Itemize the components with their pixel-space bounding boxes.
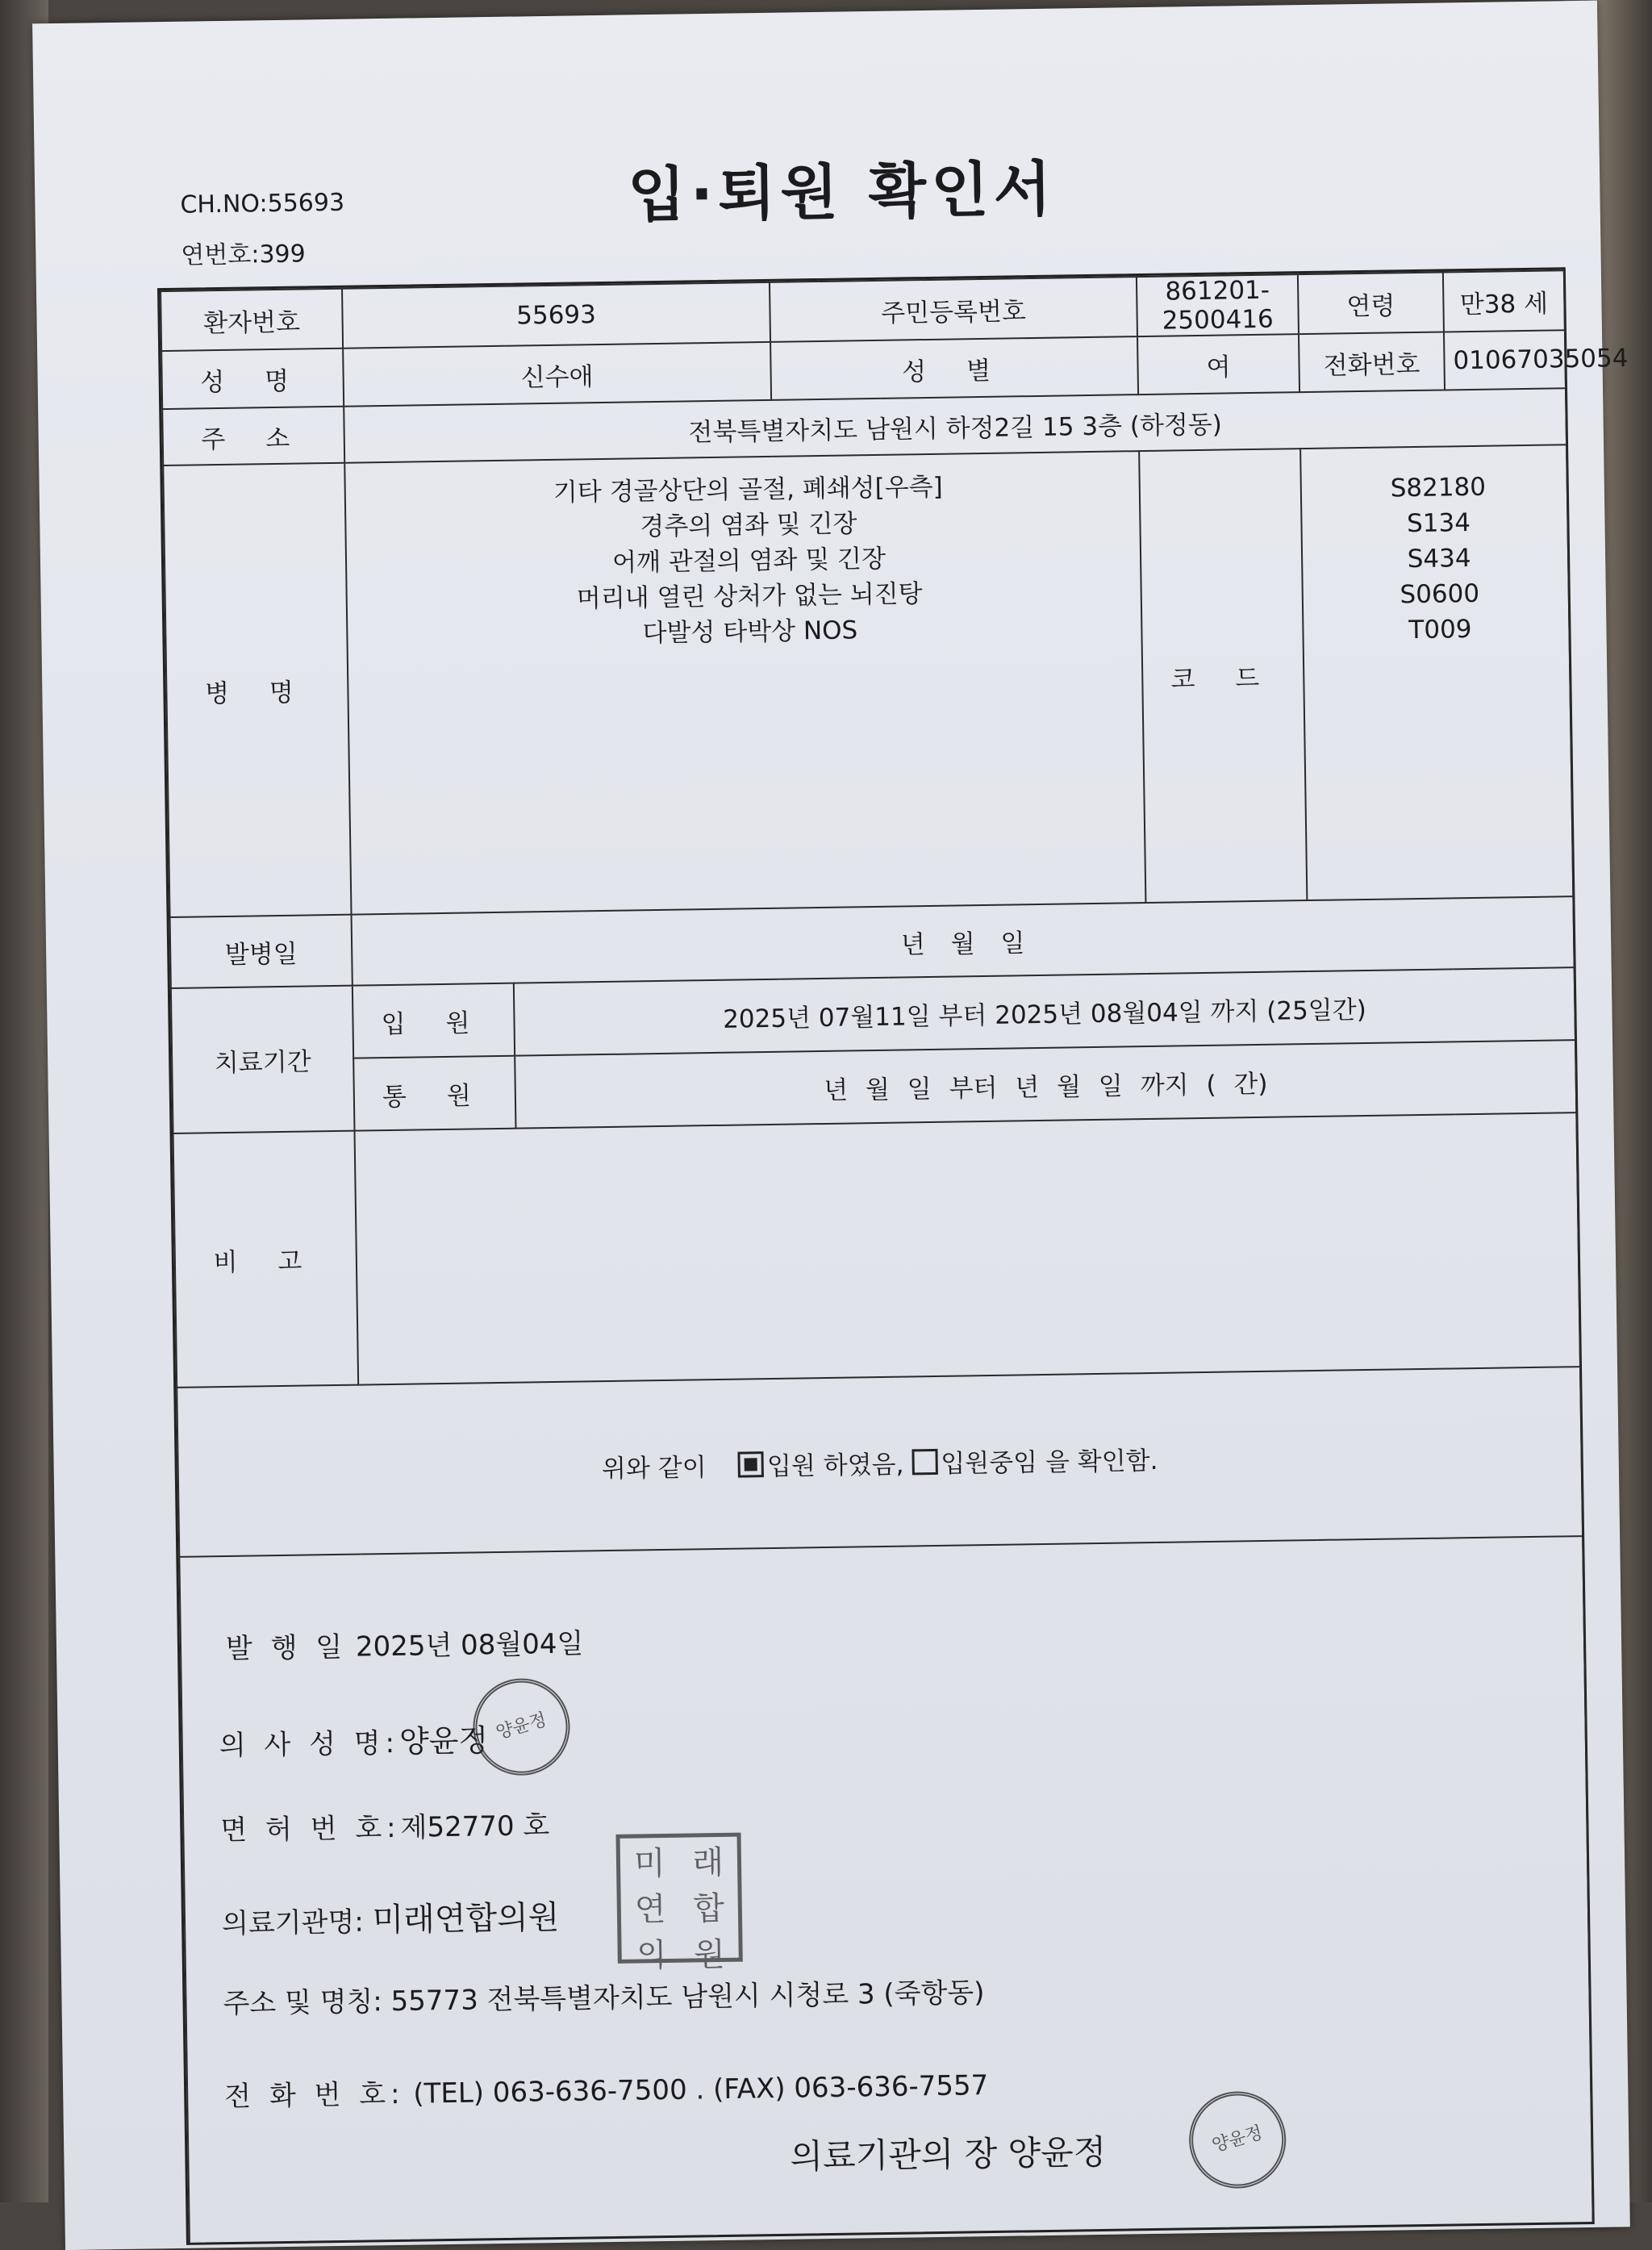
serial-number: 연번호:399 xyxy=(181,240,306,270)
head-name: 양윤정 xyxy=(1007,2131,1107,2173)
address-label: 주 소 xyxy=(162,407,344,465)
outpatient-label: 통 원 xyxy=(353,1056,515,1131)
certificate-form xyxy=(157,267,1629,2245)
diagnosis-item: 기타 경골상단의 골절, 폐쇄성[우측] xyxy=(553,472,943,507)
institution-name: 미래연합의원 xyxy=(372,1898,560,1939)
diagnosis-item: 다발성 타박상 NOS xyxy=(642,616,858,649)
diagnosis-list xyxy=(344,451,1145,915)
code-item: S134 xyxy=(1406,508,1471,539)
outpatient-value: 년 월 일 부터 년 월 일 까지 ( 간) xyxy=(515,1040,1576,1128)
institution-address-value: 55773 전북특별자치도 남원시 시청로 3 (죽항동) xyxy=(390,1977,985,2018)
sex-label: 성 별 xyxy=(770,336,1138,400)
confirmation-line xyxy=(177,1367,1583,1557)
head-seal: 양윤정 xyxy=(1178,2080,1297,2199)
age-label: 연령 xyxy=(1298,272,1444,334)
license-line xyxy=(220,1803,550,1847)
sex-value: 여 xyxy=(1137,334,1299,394)
issue-date-line xyxy=(226,1621,584,1666)
institution-label: 의료기관명: xyxy=(221,1906,365,1941)
code-item: S0600 xyxy=(1400,578,1480,610)
code-list xyxy=(1300,445,1573,900)
rrn-label: 주민등록번호 xyxy=(770,277,1137,342)
onset-value: 년 월 일 xyxy=(352,896,1575,985)
issue-date-value: 2025년 08월04일 xyxy=(355,1627,584,1663)
inpatient-value: 2025년 07월11일 부터 2025년 08월04일 까지 (25일간) xyxy=(514,967,1575,1055)
code-item: T009 xyxy=(1408,615,1472,645)
treatment-label: 치료기간 xyxy=(171,986,355,1133)
phone-value: 01067035054 xyxy=(1444,330,1566,390)
checkbox-hospitalized[interactable] xyxy=(912,1448,937,1474)
onset-label: 발병일 xyxy=(170,915,353,988)
doctor-name: 양윤정 xyxy=(398,1722,489,1760)
remarks-label: 비 고 xyxy=(173,1131,359,1388)
institution-address-label: 주소 및 명칭: xyxy=(223,1985,383,2021)
confirmation-suffix: 을 확인함. xyxy=(1045,1446,1158,1477)
diagnosis-item: 머리내 열린 상처가 없는 뇌진탕 xyxy=(576,579,923,614)
age-value: 만38 세 xyxy=(1443,270,1565,332)
code-label: 코 드 xyxy=(1139,449,1307,903)
head-label: 의료기관의 장 xyxy=(790,2133,998,2177)
name-label: 성 명 xyxy=(161,349,344,409)
doctor-seal: 양윤정 xyxy=(461,1668,581,1787)
address-value: 전북특별자치도 남원시 하정2길 15 3층 (하정동) xyxy=(344,388,1566,462)
confirmation-prefix: 위와 같이 xyxy=(601,1452,707,1484)
diagnosis-label: 병 명 xyxy=(163,463,351,917)
doctor-label: 의 사 성 명: xyxy=(219,1726,400,1763)
phone-label: 전화번호 xyxy=(1299,332,1445,392)
issue-date-label: 발 행 일 xyxy=(225,1630,348,1666)
doctor-line xyxy=(219,1715,488,1764)
certificate-page xyxy=(32,1,1630,2250)
rrn-value: 861201-2500416 xyxy=(1137,274,1299,336)
institution-phone-value: (TEL) 063-636-7500 . (FAX) 063-636-7557 xyxy=(413,2069,989,2110)
license-label: 면 허 번 호: xyxy=(220,1811,401,1847)
ch-number: CH.NO:55693 xyxy=(180,188,345,219)
code-item: S434 xyxy=(1407,544,1471,574)
diagnosis-item: 어깨 관절의 염좌 및 긴장 xyxy=(611,544,886,578)
license-value: 제52770 호 xyxy=(400,1810,550,1844)
checkbox-admitted[interactable] xyxy=(738,1451,764,1477)
institution-phone-label: 전 화 번 호: xyxy=(223,2077,405,2114)
code-item: S82180 xyxy=(1390,472,1487,503)
remarks-value xyxy=(355,1112,1581,1384)
option-hospitalized-label: 입원중임 xyxy=(941,1447,1038,1479)
patient-id-value: 55693 xyxy=(342,282,770,349)
name-value: 신수애 xyxy=(343,342,771,407)
head-of-institution-line xyxy=(790,2126,1107,2179)
inpatient-label: 입 원 xyxy=(353,983,515,1058)
clinic-seal: 미 래 연 합 의 원 xyxy=(615,1833,742,1964)
institution-line xyxy=(222,1892,560,1943)
page-title: 입·퇴원 확인서 xyxy=(627,154,1057,231)
diagnosis-item: 경추의 염좌 및 긴장 xyxy=(640,509,857,542)
option-admitted-label: 입원 하였음, xyxy=(766,1450,904,1481)
patient-id-label: 환자번호 xyxy=(161,289,343,351)
